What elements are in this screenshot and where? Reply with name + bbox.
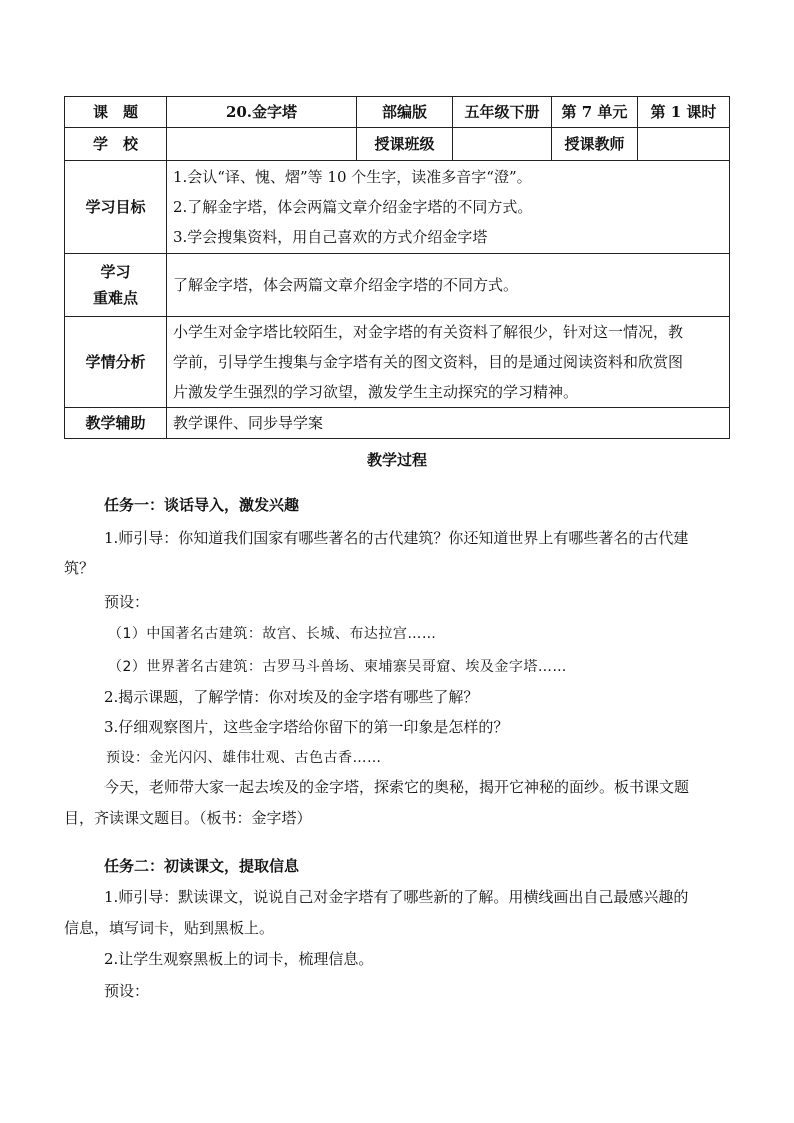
key-points-label: 学习 重难点 xyxy=(65,254,167,317)
task1-question3: 3.仔细观察图片，这些金字塔给你留下的第一印象是怎样的？ xyxy=(104,718,509,736)
table-row xyxy=(65,161,730,254)
task2-preset-label: 预设： xyxy=(104,982,150,1000)
grade: 五年级下册 xyxy=(453,97,552,128)
process-title: 教学过程 xyxy=(366,451,427,469)
analysis-label: 学情分析 xyxy=(65,317,167,408)
edition: 部编版 xyxy=(357,97,453,128)
goals-list xyxy=(167,161,730,254)
task1-question2: 2.揭示课题，了解学情：你对埃及的金字塔有哪些了解？ xyxy=(104,688,479,706)
period: 第 1 课时 xyxy=(638,97,730,128)
aids-label: 教学辅助 xyxy=(65,408,167,439)
task2-question2: 2.让学生观察黑板上的词卡，梳理信息。 xyxy=(104,950,374,968)
lesson-info-table xyxy=(64,96,730,439)
task1-preset-item3: 预设：金光闪闪、雄伟壮观、古色古香…… xyxy=(106,750,382,766)
key-points-text: 了解金字塔，体会两篇文章介绍金字塔的不同方式。 xyxy=(167,254,730,317)
task1-preset-item1: （1）中国著名古建筑：故宫、长城、布达拉宫…… xyxy=(108,626,437,642)
task1-question1-line2: 筑？ xyxy=(64,559,95,577)
task1-intro-line2: 目，齐读课文题目。（板书：金字塔） xyxy=(64,809,312,827)
goal-item: 3.学会搜集资料，用自己喜欢的方式介绍金字塔 xyxy=(173,228,488,246)
table-row xyxy=(65,128,730,161)
task2-question1-line1: 1.师引导：默读课文，说说自己对金字塔有了哪些新的了解。用横线画出自己最感兴趣的 xyxy=(104,888,689,906)
analysis-text: 小学生对金字塔比较陌生，对金字塔的有关资料了解很少，针对这一情况，教 学前，引导学生搜集与金字塔有关的图文资料，目的是通过阅读资料和欣赏图 片激发学生强烈的学习欲望，激发学生主动探究的学习精神。 xyxy=(167,317,730,408)
teacher-label: 授课教师 xyxy=(552,128,638,161)
table-row xyxy=(65,317,730,408)
topic-label: 课 题 xyxy=(65,97,167,128)
lesson-title: 20.金字塔 xyxy=(167,97,357,128)
task1-preset-label: 预设： xyxy=(104,593,150,611)
unit: 第 7 单元 xyxy=(552,97,638,128)
goals-label: 学习目标 xyxy=(65,161,167,254)
task1-question1-line1: 1.师引导：你知道我们国家有哪些著名的古代建筑？你还知道世界上有哪些著名的古代建 xyxy=(104,529,689,547)
school-label: 学 校 xyxy=(65,128,167,161)
goal-item: 1.会认“译、愧、熠”等 10 个生字，读准多音字“澄”。 xyxy=(173,168,532,186)
task2-heading: 任务二：初读课文，提取信息 xyxy=(104,857,300,875)
teacher-value xyxy=(638,128,730,161)
task1-heading: 任务一：谈话导入，激发兴趣 xyxy=(104,496,300,514)
table-row xyxy=(65,97,730,128)
school-value xyxy=(167,128,357,161)
aids-text: 教学课件、同步导学案 xyxy=(167,408,730,439)
table-row xyxy=(65,408,730,439)
task1-preset-item2: （2）世界著名古建筑：古罗马斗兽场、柬埔寨吴哥窟、埃及金字塔…… xyxy=(108,659,567,675)
class-value xyxy=(453,128,552,161)
class-label: 授课班级 xyxy=(357,128,453,161)
table-row xyxy=(65,254,730,317)
task2-question1-line2: 信息，填写词卡，贴到黑板上。 xyxy=(64,919,275,937)
goal-item: 2.了解金字塔，体会两篇文章介绍金字塔的不同方式。 xyxy=(173,198,533,216)
task1-intro-line1: 今天，老师带大家一起去埃及的金字塔，探索它的奥秘，揭开它神秘的面纱。板书课文题 xyxy=(104,778,690,796)
